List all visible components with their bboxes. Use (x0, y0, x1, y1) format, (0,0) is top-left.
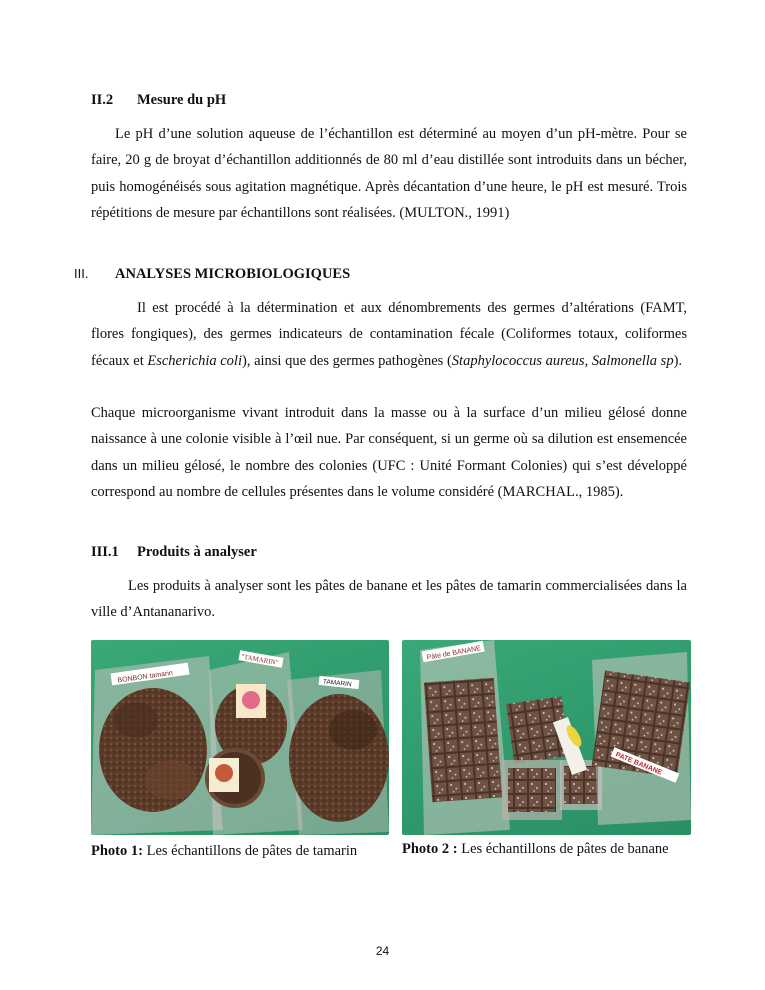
photo2-caption (402, 841, 669, 858)
section-ii2-heading (91, 92, 226, 109)
tamarin-photo-illustration (91, 640, 389, 835)
microbio-paragraph-2: Chaque microorganisme vivant introduit dans la masse ou à la surface d’un milieu gélosé donne naissance à une colonie visible à l’œil nue. Par conséquent, si un germe où sa dilution est ensemencée dans un milieu gélosé, le nombre des colonies (UFC : Unité Formant Colonies) qui s’est développé correspond au nombre de cellules présentes dans le volume considéré (MARCHAL., 1985). (91, 405, 687, 500)
page-number: 24 (375, 944, 390, 958)
text-segment: ), ainsi que des germes pathogènes ( (242, 352, 452, 369)
bag-label-text: TAMARIN (322, 678, 352, 689)
species-name: Salmonella sp (591, 352, 674, 369)
photo1-caption (91, 843, 357, 860)
ph-paragraph: Le pH d’une solution aqueuse de l’échantillon est déterminé au moyen d’un pH-mètre. Pour se faire, 20 g de broyat d’échantillon additionnés de 80 ml d’eau distillée sont introduits dans un bécher, puis homogénéisés sous agitation magnétique. Après décantation d’une heure, le pH est mesuré. Trois répétitions de mesure par échantillons sont réalisées. (MULTON., 1991) (91, 126, 687, 221)
photo-tamarin-samples (91, 640, 389, 835)
section-number: II.2 (91, 92, 114, 108)
bag-label-text: PATE BANANE (614, 751, 663, 777)
products-paragraph: Les produits à analyser sont les pâtes de banane et les pâtes de tamarin commercialisées dans la ville d’Antananarivo. (91, 578, 687, 621)
caption-text: Les échantillons de pâtes de tamarin (142, 843, 358, 859)
banana-photo-illustration (402, 640, 691, 835)
section-number: III. (74, 266, 89, 281)
text-segment: , (584, 352, 592, 369)
caption-text: Les échantillons de pâtes de banane (457, 841, 669, 857)
text-segment: ). (673, 352, 683, 369)
photo-banana-samples (402, 640, 691, 835)
section-title: ANALYSES MICROBIOLOGIQUES (115, 266, 351, 282)
section-title: Produits à analyser (137, 544, 257, 560)
bag-label-text: Pâte de BANANE (426, 645, 482, 662)
bag-label-text: "TAMARIN" (240, 652, 280, 668)
species-name: Staphylococcus aureus (451, 352, 585, 369)
section-iii-heading (74, 266, 350, 283)
text-segment: Il est procédé à la détermination et aux dénombrements des germes d’altérations (FAMT, flores fongiques), des germes indicateurs de contamination fécale (Coliformes totaux, coliformes fécaux et (91, 300, 687, 369)
section-number: III.1 (91, 544, 119, 560)
species-name: Escherichia coli (147, 352, 242, 369)
caption-label: Photo 1: (91, 843, 143, 859)
section-iii1-heading (91, 544, 257, 561)
microbio-paragraph-1 (91, 295, 687, 374)
bag-label-text: BONBON tamarin (117, 669, 174, 685)
section-title: Mesure du pH (137, 92, 227, 108)
caption-label: Photo 2 : (402, 841, 458, 857)
